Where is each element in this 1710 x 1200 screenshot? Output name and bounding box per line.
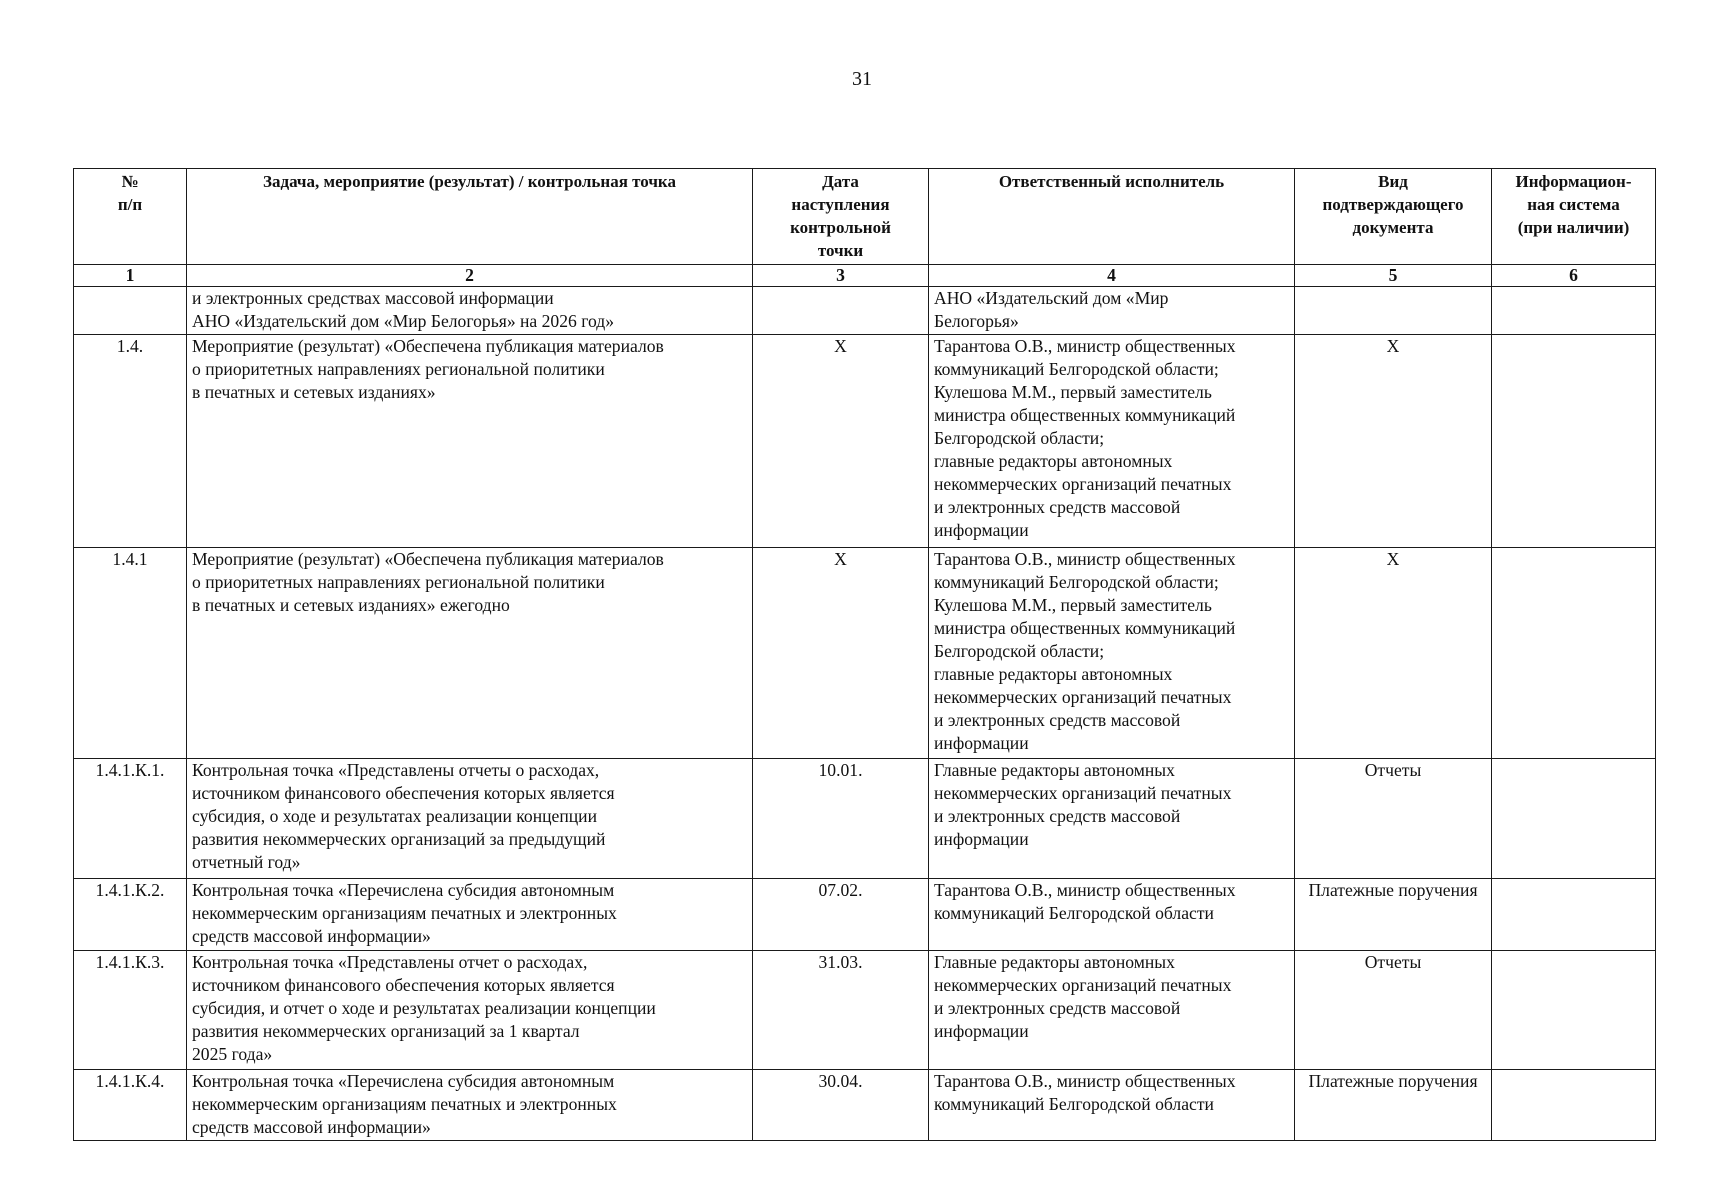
date-cell: 10.01. [753, 759, 929, 879]
responsible-cell: Главные редакторы автономных некоммерческих организаций печатных и электронных средств массовой информации [929, 759, 1295, 879]
task-cell: и электронных средствах массовой информации АНО «Издательский дом «Мир Белогорья» на 2026 год» [187, 287, 753, 335]
row-number-cell: 1.4.1.К.4. [74, 1070, 187, 1141]
date-cell: X [753, 548, 929, 759]
table-row [74, 759, 1656, 879]
row-number-cell: 1.4.1 [74, 548, 187, 759]
row-number-cell: 1.4. [74, 335, 187, 548]
column-number: 1 [74, 265, 187, 287]
responsible-cell: АНО «Издательский дом «Мир Белогорья» [929, 287, 1295, 335]
header-row [74, 169, 1656, 265]
information-system-cell [1492, 759, 1656, 879]
header-information-system: Информацион- ная система (при наличии) [1492, 169, 1656, 265]
information-system-cell [1492, 335, 1656, 548]
task-cell: Мероприятие (результат) «Обеспечена публикация материалов о приоритетных направлениях региональной политики в печатных и сетевых изданиях» [187, 335, 753, 548]
header-task: Задача, мероприятие (результат) / контрольная точка [187, 169, 753, 265]
date-cell [753, 287, 929, 335]
task-cell: Контрольная точка «Представлены отчет о расходах, источником финансового обеспечения которых является субсидия, и отчет о ходе и результатах реализации концепции развития некоммерческих организаций за 1 квартал 2025 года» [187, 951, 753, 1070]
column-number: 6 [1492, 265, 1656, 287]
task-cell: Контрольная точка «Представлены отчеты о расходах, источником финансового обеспечения которых является субсидия, о ходе и результатах реализации концепции развития некоммерческих организаций за предыдущий отчетный год» [187, 759, 753, 879]
page-number: 31 [852, 68, 872, 90]
task-cell: Мероприятие (результат) «Обеспечена публикация материалов о приоритетных направлениях региональной политики в печатных и сетевых изданиях» ежегодно [187, 548, 753, 759]
row-number-cell: 1.4.1.К.1. [74, 759, 187, 879]
row-number-cell: 1.4.1.К.3. [74, 951, 187, 1070]
date-cell: X [753, 335, 929, 548]
document-type-cell: Платежные поручения [1295, 879, 1492, 951]
control-points-table [73, 168, 1656, 1141]
responsible-cell: Тарантова О.В., министр общественных коммуникаций Белгородской области; Кулешова М.М., первый заместитель министра общественных коммуникаций Белгородской области; главные редакторы автономных некоммерческих организаций печатных и электронных средств массовой информации [929, 335, 1295, 548]
column-number: 2 [187, 265, 753, 287]
column-number-row [74, 265, 1656, 287]
column-number: 4 [929, 265, 1295, 287]
document-type-cell: Платежные поручения [1295, 1070, 1492, 1141]
document-type-cell: Отчеты [1295, 759, 1492, 879]
date-cell: 30.04. [753, 1070, 929, 1141]
information-system-cell [1492, 951, 1656, 1070]
task-cell: Контрольная точка «Перечислена субсидия автономным некоммерческим организациям печатных и электронных средств массовой информации» [187, 1070, 753, 1141]
responsible-cell: Главные редакторы автономных некоммерческих организаций печатных и электронных средств массовой информации [929, 951, 1295, 1070]
information-system-cell [1492, 1070, 1656, 1141]
column-number: 5 [1295, 265, 1492, 287]
header-date: Дата наступления контрольной точки [753, 169, 929, 265]
task-cell: Контрольная точка «Перечислена субсидия автономным некоммерческим организациям печатных и электронных средств массовой информации» [187, 879, 753, 951]
header-responsible: Ответственный исполнитель [929, 169, 1295, 265]
document-type-cell: Отчеты [1295, 951, 1492, 1070]
responsible-cell: Тарантова О.В., министр общественных коммуникаций Белгородской области; Кулешова М.М., первый заместитель министра общественных коммуникаций Белгородской области; главные редакторы автономных некоммерческих организаций печатных и электронных средств массовой информации [929, 548, 1295, 759]
header-number: № п/п [74, 169, 187, 265]
responsible-cell: Тарантова О.В., министр общественных коммуникаций Белгородской области [929, 1070, 1295, 1141]
document-type-cell: X [1295, 335, 1492, 548]
row-number-cell: 1.4.1.К.2. [74, 879, 187, 951]
information-system-cell [1492, 879, 1656, 951]
table-row [74, 548, 1656, 759]
table-row [74, 951, 1656, 1070]
table-row [74, 335, 1656, 548]
header-document-type: Вид подтверждающего документа [1295, 169, 1492, 265]
date-cell: 07.02. [753, 879, 929, 951]
information-system-cell [1492, 548, 1656, 759]
column-number: 3 [753, 265, 929, 287]
table-row [74, 879, 1656, 951]
information-system-cell [1492, 287, 1656, 335]
responsible-cell: Тарантова О.В., министр общественных коммуникаций Белгородской области [929, 879, 1295, 951]
table-row [74, 287, 1656, 335]
row-number-cell [74, 287, 187, 335]
date-cell: 31.03. [753, 951, 929, 1070]
table-row [74, 1070, 1656, 1141]
document-type-cell: X [1295, 548, 1492, 759]
document-type-cell [1295, 287, 1492, 335]
